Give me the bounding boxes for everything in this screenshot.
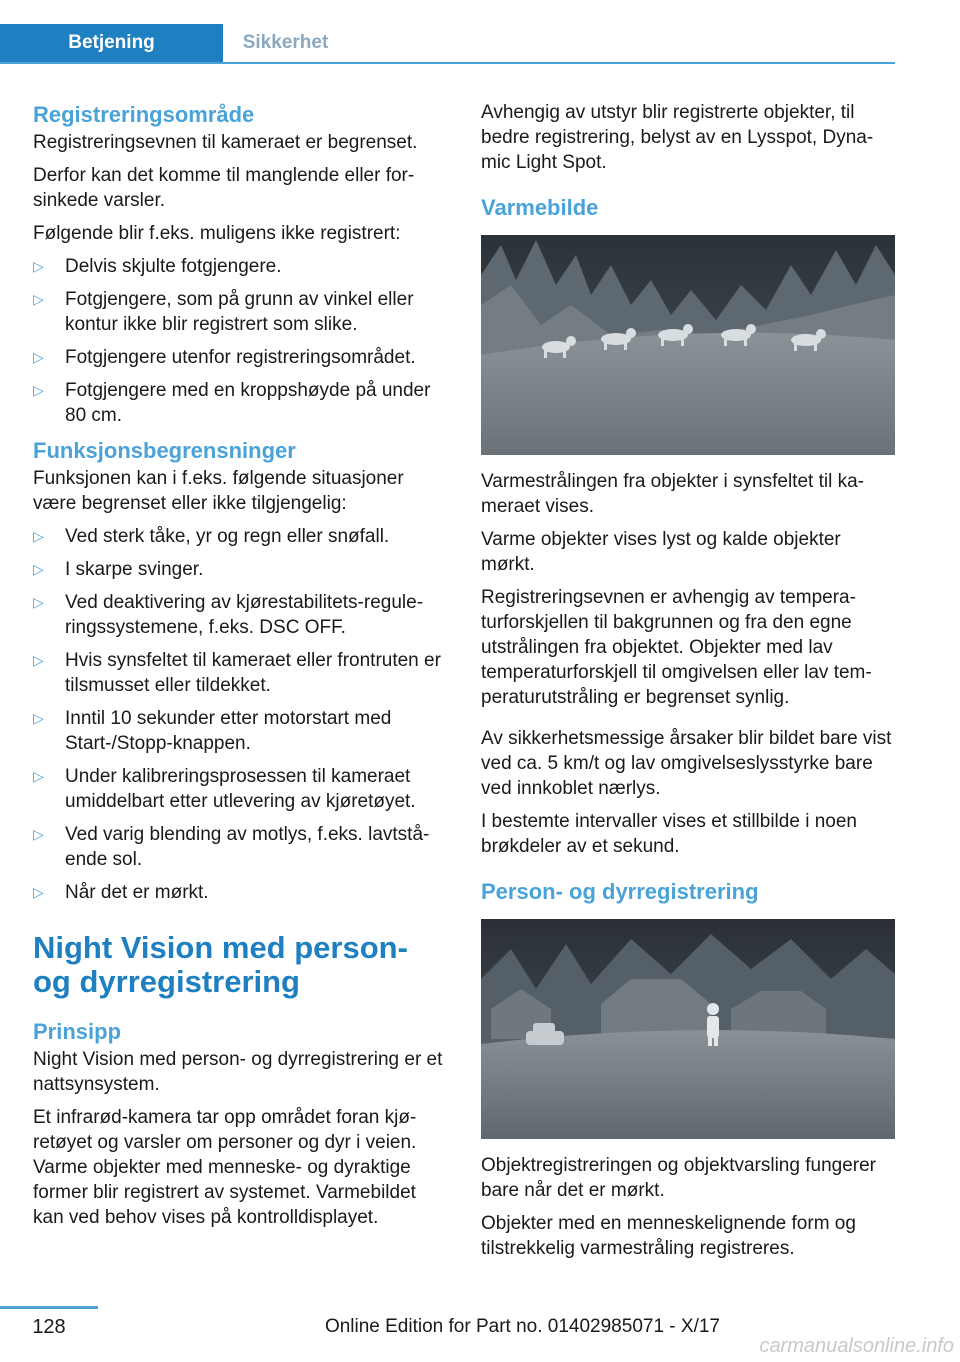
heading-varmebilde: Varmebilde xyxy=(481,195,599,220)
triangle-bullet-icon: ▷ xyxy=(33,291,44,307)
heading-registreringsomrade: Registreringsområde xyxy=(33,102,255,127)
list-item: ▷ Hvis synsfeltet til kameraet eller frontruten er tilsmusset eller tildekket. xyxy=(33,650,441,696)
footer-rule xyxy=(0,1306,98,1309)
list-item: ▷ Ved deaktivering av kjørestabilitets-reguleringssystemene, f.eks. DSC OFF. xyxy=(33,592,424,638)
triangle-bullet-icon: ▷ xyxy=(33,561,44,577)
list-item: ▷ Fotgjengere, som på grunn av vinkel eller kontur ikke blir registrert som slike. xyxy=(33,289,414,335)
paragraph: Objekter med en menneskelignende form og tilstrekkelig varmestråling registreres. xyxy=(481,1213,856,1259)
paragraph: Registreringsevnen til kameraet er begrenset. xyxy=(33,132,418,153)
thermal-image-pedestrian xyxy=(481,919,895,1139)
heading-night-vision: Night Vision med person- og dyrregistrering xyxy=(33,930,408,999)
list-item: ▷ Under kalibreringsprosessen til kameraet umiddelbart etter utlevering av kjøretøyet. xyxy=(33,766,416,812)
triangle-bullet-icon: ▷ xyxy=(33,884,44,900)
bullet-list-limitations xyxy=(33,524,448,905)
triangle-bullet-icon: ▷ xyxy=(33,528,44,544)
thermal-image-animals xyxy=(481,235,895,455)
heading-person-og-dyrregistrering: Person- og dyrregistrering xyxy=(481,879,759,904)
tab-betjening[interactable]: Betjening xyxy=(0,24,223,62)
paragraph: Night Vision med person- og dyrregistrering er et nattsynsystem. xyxy=(33,1049,443,1095)
paragraph: Registreringsevnen er avhengig av temperaturforskjellen til bakgrunnen og fra den egne utstrålingen fra objektet. Objekter med lav temperaturforskjell til omgivelsen eller lav temperaturutstråling er begrenset synlig. xyxy=(481,587,872,708)
paragraph: Varme objekter vises lyst og kalde objekter mørkt. xyxy=(481,529,841,575)
list-item: ▷ Fotgjengere utenfor registreringsområdet. xyxy=(33,347,416,368)
triangle-bullet-icon: ▷ xyxy=(33,349,44,365)
list-item: ▷ Ved varig blending av motlys, f.eks. lavtstående sol. xyxy=(33,824,430,870)
paragraph: Følgende blir f.eks. muligens ikke registrert: xyxy=(33,223,401,244)
paragraph: Avhengig av utstyr blir registrerte objekter, til bedre registrering, belyst av en Lysspot, Dynamic Light Spot. xyxy=(481,102,874,173)
heading-prinsipp: Prinsipp xyxy=(33,1019,122,1044)
heading-funksjonsbegrensninger: Funksjonsbegrensninger xyxy=(33,438,296,463)
list-item: ▷ I skarpe svinger. xyxy=(33,559,204,580)
list-item: ▷ Når det er mørkt. xyxy=(33,882,209,903)
watermark: carmanualsonline.info xyxy=(759,1335,954,1357)
left-column xyxy=(33,100,448,1238)
list-item: ▷ Ved sterk tåke, yr og regn eller snøfall. xyxy=(33,526,390,547)
triangle-bullet-icon: ▷ xyxy=(33,768,44,784)
paragraph: Et infrarød-kamera tar opp området foran kjøretøyet og varsler om personer og dyr i veien. Varme objekter med menneske- og dyraktige former blir registrert av systemet. Varmebildet kan ved behov vises på kontrolldisplayet. xyxy=(33,1107,417,1228)
paragraph: Varmestrålingen fra objekter i synsfeltet til kameraet vises. xyxy=(481,471,864,517)
triangle-bullet-icon: ▷ xyxy=(33,594,44,610)
triangle-bullet-icon: ▷ xyxy=(33,826,44,842)
triangle-bullet-icon: ▷ xyxy=(33,382,44,398)
paragraph: I bestemte intervaller vises et stillbilde i noen brøkdeler av et sekund. xyxy=(481,811,857,857)
right-column xyxy=(481,100,895,1269)
paragraph: Objektregistreringen og objektvarsling fungerer bare når det er mørkt. xyxy=(481,1155,876,1201)
page-number: 128 xyxy=(32,1316,66,1338)
triangle-bullet-icon: ▷ xyxy=(33,258,44,274)
paragraph: Funksjonen kan i f.eks. følgende situasjoner være begrenset eller ikke tilgjengelig: xyxy=(33,468,404,514)
tab-sikkerhet[interactable]: Sikkerhet xyxy=(242,32,329,53)
list-item: ▷ Fotgjengere med en kroppshøyde på under 80 cm. xyxy=(33,380,431,426)
tab-bar xyxy=(0,24,895,64)
paragraph: Av sikkerhetsmessige årsaker blir bildet bare vist ved ca. 5 km/t og lav omgivelseslysstyrke bare ved innkoblet nærlys. xyxy=(481,728,892,799)
paragraph: Derfor kan det komme til manglende eller forsinkede varsler. xyxy=(33,165,415,211)
triangle-bullet-icon: ▷ xyxy=(33,652,44,668)
triangle-bullet-icon: ▷ xyxy=(33,710,44,726)
list-item: ▷ Delvis skjulte fotgjengere. xyxy=(33,256,282,277)
list-item: ▷ Inntil 10 sekunder etter motorstart med Start-/Stopp-knappen. xyxy=(33,708,392,754)
bullet-list-detection xyxy=(33,254,448,428)
edition-text: Online Edition for Part no. 01402985071 - X/17 xyxy=(324,1316,720,1337)
